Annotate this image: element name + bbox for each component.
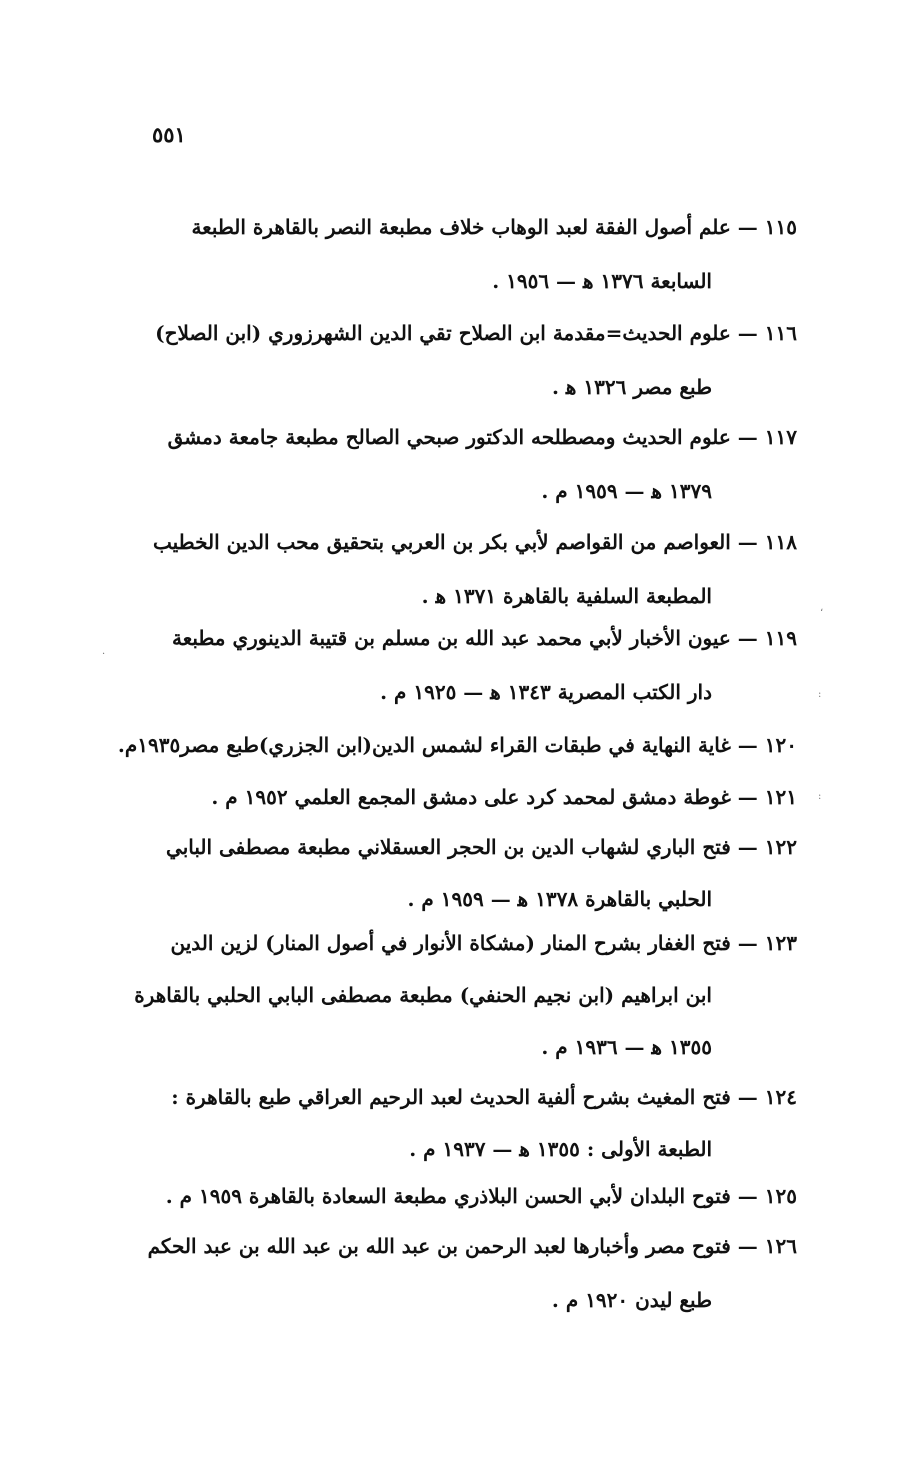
entry-continuation: طبع مصر ١٣٢٦ ﻫ . [551,375,712,399]
entry-line: ١١٥ — علم أصول الفقة لعبد الوهاب خلاف مطبعة النصر بالقاهرة الطبعة [191,215,797,239]
entry-continuation: ابن ابراهيم (ابن نجيم الحنفي) مطبعة مصطفى البابي الحلبي بالقاهرة [134,983,712,1007]
entry-line: ١٢١ — غوطة دمشق لمحمد كرد على دمشق المجمع العلمي ١٩٥٢ م . [211,785,797,809]
page-number: ٥٥١ [152,122,186,147]
entry-line: ١٢٥ — فتوح البلدان لأبي الحسن البلاذري مطبعة السعادة بالقاهرة ١٩٥٩ م . [165,1184,797,1208]
entry-continuation: الحلبي بالقاهرة ١٣٧٨ ﻫ — ١٩٥٩ م . [407,887,712,911]
reference-entry-115 [191,212,797,296]
reference-entry-118 [153,527,797,611]
entry-continuation: المطبعة السلفية بالقاهرة ١٣٧١ ﻫ . [421,584,712,608]
entry-continuation: ١٣٥٥ ﻫ — ١٩٣٦ م . [541,1035,712,1059]
reference-entry-123 [134,928,797,1062]
reference-entry-126 [148,1231,797,1315]
entry-line: ١١٩ — عيون الأخبار لأبي محمد عبد الله بن مسلم بن قتيبة الدينوري مطبعة [171,626,797,650]
reference-entry-120 [118,730,797,760]
reference-entry-116 [155,318,797,402]
margin-speck: · [102,649,106,660]
entry-continuation: السابعة ١٣٧٦ ﻫ — ١٩٥٦ . [492,269,712,293]
entry-line: ١٢٤ — فتح المغيث بشرح ألفية الحديث لعبد الرحيم العراقي طبع بالقاهرة : [171,1085,797,1109]
margin-speck: ، [820,603,824,614]
reference-entry-122 [166,832,797,914]
reference-entry-119 [172,623,797,707]
entry-line: ١٢٦ — فتوح مصر وأخبارها لعبد الرحمن بن عبد الله بن عبد الله بن عبد الحكم [147,1234,797,1258]
margin-speck: : [818,689,822,700]
entry-line: ١١٧ — علوم الحديث ومصطلحه الدكتور صبحي الصالح مطبعة جامعة دمشق [167,425,797,449]
reference-entry-124 [171,1082,797,1164]
margin-speck: : [818,791,822,802]
entry-line: ١٢٢ — فتح الباري لشهاب الدين بن الحجر العسقلاني مطبعة مصطفى البابي [166,835,797,859]
entry-line: ١٢٠ — غاية النهاية في طبقات القراء لشمس الدين(ابن الجزري)طبع مصر١٩٣٥م. [117,733,797,757]
reference-entry-117 [168,422,797,506]
reference-entry-125 [166,1181,797,1211]
reference-entry-121 [211,782,797,812]
entry-continuation: دار الكتب المصرية ١٣٤٣ ﻫ — ١٩٢٥ م . [380,680,712,704]
entry-continuation: طبع ليدن ١٩٢٠ م . [551,1288,712,1312]
entry-line: ١١٦ — علوم الحديث=مقدمة ابن الصلاح تقي الدين الشهرزوري (ابن الصلاح) [155,321,797,345]
entry-line: ١١٨ — العواصم من القواصم لأبي بكر بن العربي بتحقيق محب الدين الخطيب [153,530,797,554]
entry-line: ١٢٣ — فتح الغفار بشرح المنار (مشكاة الأنوار في أصول المنار) لزين الدين [170,931,797,955]
entry-continuation: الطبعة الأولى : ١٣٥٥ ﻫ — ١٩٣٧ م . [409,1137,712,1161]
entry-continuation: ١٣٧٩ ﻫ — ١٩٥٩ م . [541,479,712,503]
